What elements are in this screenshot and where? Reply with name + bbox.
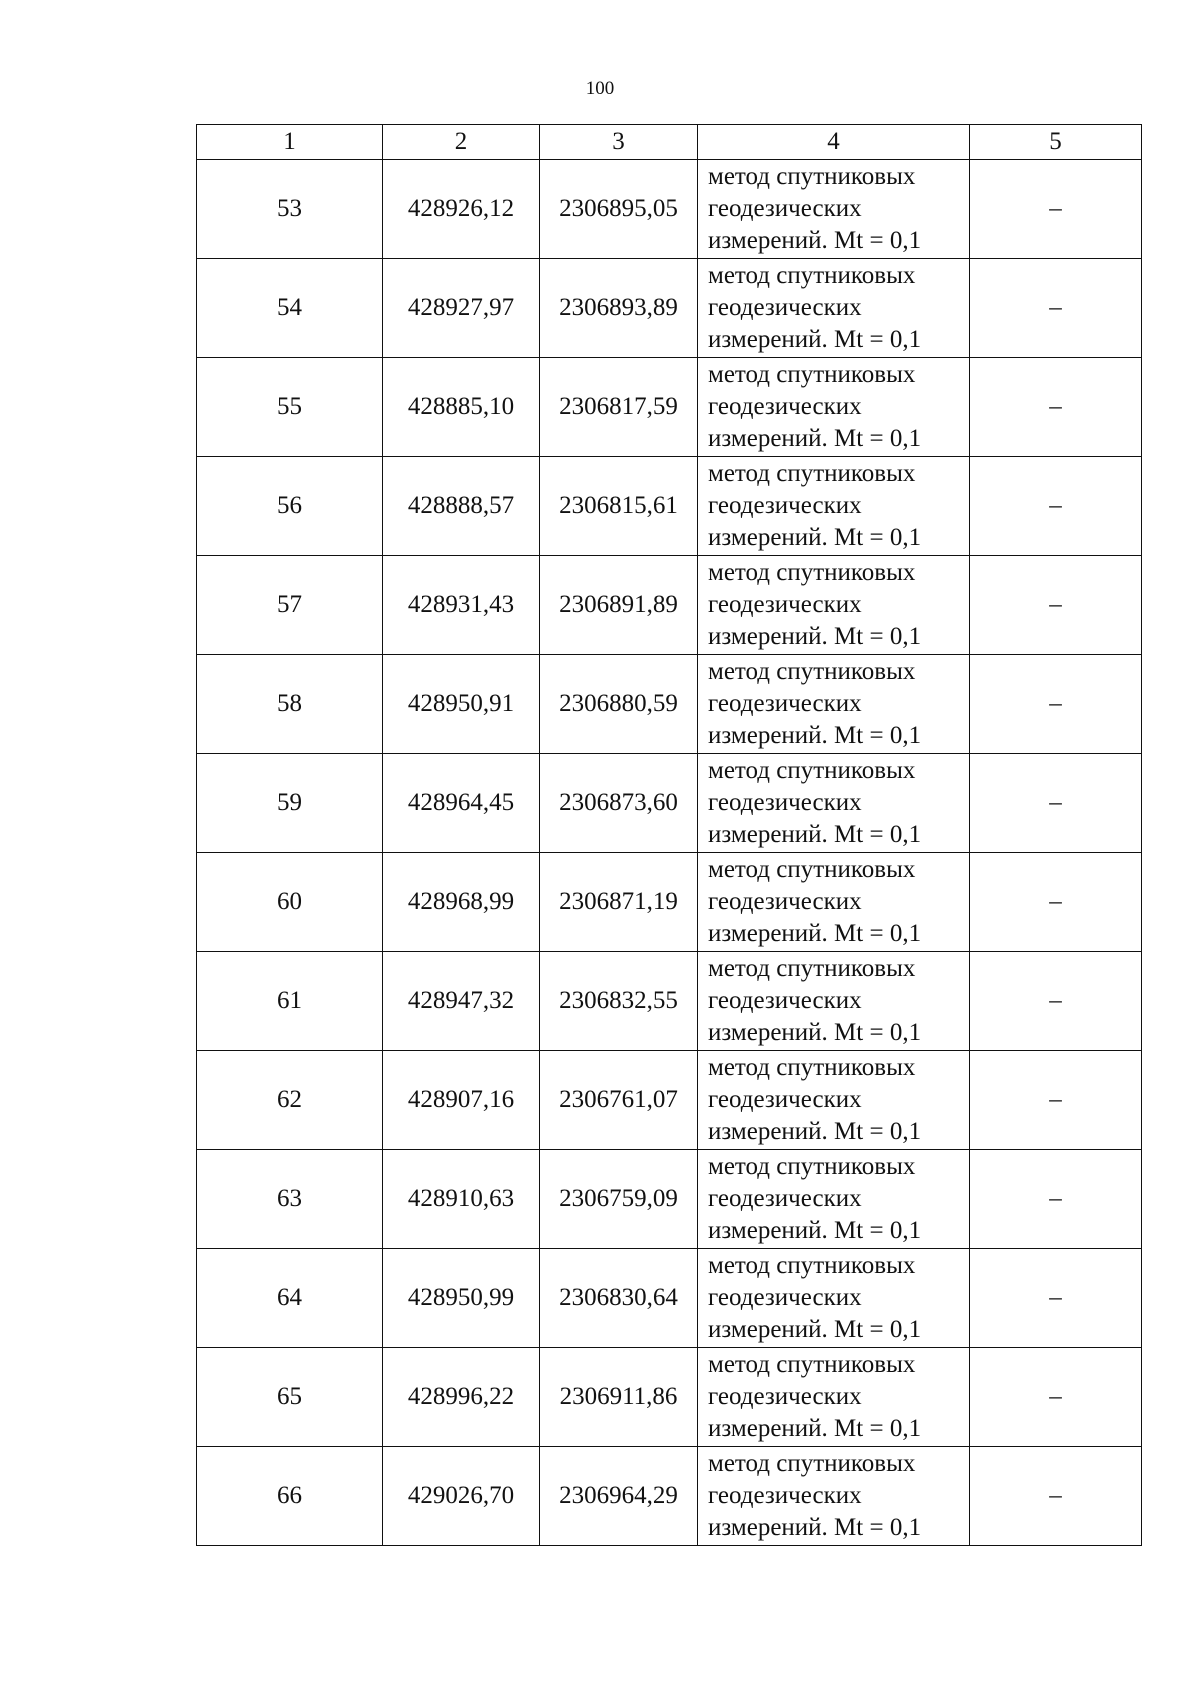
- table-row: [197, 1249, 1142, 1348]
- table-row: [197, 754, 1142, 853]
- method-cell: [698, 358, 970, 457]
- y-coordinate-cell: 2306873,60: [540, 754, 698, 853]
- method-text-line: измерений. Mt = 0,1: [708, 1415, 922, 1442]
- x-coordinate-cell: 428950,91: [383, 655, 540, 754]
- method-text-line: геодезических: [708, 492, 862, 519]
- table-row: [197, 1051, 1142, 1150]
- y-coordinate-cell: 2306817,59: [540, 358, 698, 457]
- y-coordinate-cell: 2306871,19: [540, 853, 698, 952]
- method-text-line: геодезических: [708, 690, 862, 717]
- method-text-line: измерений. Mt = 0,1: [708, 821, 922, 848]
- y-coordinate-cell: 2306761,07: [540, 1051, 698, 1150]
- table-row: [197, 358, 1142, 457]
- column-header-1: 1: [197, 125, 383, 160]
- method-text-line: геодезических: [708, 1482, 862, 1509]
- method-text-line: метод спутниковых: [708, 1252, 916, 1279]
- method-text-line: метод спутниковых: [708, 163, 916, 190]
- table-row: [197, 1348, 1142, 1447]
- method-cell: [698, 1249, 970, 1348]
- method-cell: [698, 1447, 970, 1546]
- point-number-cell: 54: [197, 259, 383, 358]
- method-text-line: метод спутниковых: [708, 1054, 916, 1081]
- point-number-cell: 63: [197, 1150, 383, 1249]
- method-text-line: метод спутниковых: [708, 1351, 916, 1378]
- point-number-cell: 55: [197, 358, 383, 457]
- method-text-line: геодезических: [708, 393, 862, 420]
- y-coordinate-cell: 2306895,05: [540, 160, 698, 259]
- note-cell: –: [970, 556, 1142, 655]
- y-coordinate-cell: 2306911,86: [540, 1348, 698, 1447]
- coordinates-table: [196, 124, 1142, 1546]
- table-row: [197, 655, 1142, 754]
- method-text-line: метод спутниковых: [708, 559, 916, 586]
- method-text-line: метод спутниковых: [708, 658, 916, 685]
- table-row: [197, 160, 1142, 259]
- table-row: [197, 853, 1142, 952]
- method-cell: [698, 655, 970, 754]
- y-coordinate-cell: 2306830,64: [540, 1249, 698, 1348]
- point-number-cell: 60: [197, 853, 383, 952]
- method-text-line: геодезических: [708, 1086, 862, 1113]
- table-row: [197, 1150, 1142, 1249]
- method-text-line: метод спутниковых: [708, 361, 916, 388]
- column-header-2: 2: [383, 125, 540, 160]
- point-number-cell: 61: [197, 952, 383, 1051]
- note-cell: –: [970, 1249, 1142, 1348]
- table-body: [197, 160, 1142, 1546]
- point-number-cell: 64: [197, 1249, 383, 1348]
- point-number-cell: 56: [197, 457, 383, 556]
- point-number-cell: 62: [197, 1051, 383, 1150]
- method-cell: [698, 457, 970, 556]
- note-cell: –: [970, 853, 1142, 952]
- method-text-line: измерений. Mt = 0,1: [708, 326, 922, 353]
- method-text-line: метод спутниковых: [708, 757, 916, 784]
- table-row: [197, 259, 1142, 358]
- note-cell: –: [970, 1051, 1142, 1150]
- method-text-line: метод спутниковых: [708, 262, 916, 289]
- method-text-line: метод спутниковых: [708, 856, 916, 883]
- note-cell: –: [970, 655, 1142, 754]
- method-text-line: измерений. Mt = 0,1: [708, 425, 922, 452]
- method-text-line: измерений. Mt = 0,1: [708, 1316, 922, 1343]
- y-coordinate-cell: 2306880,59: [540, 655, 698, 754]
- method-text-line: геодезических: [708, 1185, 862, 1212]
- method-text-line: измерений. Mt = 0,1: [708, 920, 922, 947]
- column-header-5: 5: [970, 125, 1142, 160]
- method-text-line: геодезических: [708, 591, 862, 618]
- method-cell: [698, 952, 970, 1051]
- method-cell: [698, 853, 970, 952]
- x-coordinate-cell: 428910,63: [383, 1150, 540, 1249]
- note-cell: –: [970, 1150, 1142, 1249]
- y-coordinate-cell: 2306759,09: [540, 1150, 698, 1249]
- point-number-cell: 59: [197, 754, 383, 853]
- x-coordinate-cell: 428950,99: [383, 1249, 540, 1348]
- method-cell: [698, 754, 970, 853]
- x-coordinate-cell: 428926,12: [383, 160, 540, 259]
- method-text-line: измерений. Mt = 0,1: [708, 1514, 922, 1541]
- point-number-cell: 66: [197, 1447, 383, 1546]
- x-coordinate-cell: 428927,97: [383, 259, 540, 358]
- x-coordinate-cell: 428885,10: [383, 358, 540, 457]
- method-text-line: измерений. Mt = 0,1: [708, 1019, 922, 1046]
- method-cell: [698, 1051, 970, 1150]
- y-coordinate-cell: 2306815,61: [540, 457, 698, 556]
- table-header-row: [197, 125, 1142, 160]
- column-header-3: 3: [540, 125, 698, 160]
- method-text-line: геодезических: [708, 987, 862, 1014]
- method-text-line: геодезических: [708, 789, 862, 816]
- x-coordinate-cell: 428947,32: [383, 952, 540, 1051]
- y-coordinate-cell: 2306893,89: [540, 259, 698, 358]
- method-text-line: геодезических: [708, 1284, 862, 1311]
- method-text-line: метод спутниковых: [708, 460, 916, 487]
- table-row: [197, 952, 1142, 1051]
- method-text-line: геодезических: [708, 195, 862, 222]
- x-coordinate-cell: 429026,70: [383, 1447, 540, 1546]
- y-coordinate-cell: 2306832,55: [540, 952, 698, 1051]
- table-row: [197, 556, 1142, 655]
- note-cell: –: [970, 1447, 1142, 1546]
- x-coordinate-cell: 428964,45: [383, 754, 540, 853]
- method-text-line: измерений. Mt = 0,1: [708, 524, 922, 551]
- method-text-line: измерений. Mt = 0,1: [708, 623, 922, 650]
- method-text-line: измерений. Mt = 0,1: [708, 722, 922, 749]
- method-text-line: метод спутниковых: [708, 955, 916, 982]
- method-text-line: измерений. Mt = 0,1: [708, 1217, 922, 1244]
- method-cell: [698, 1150, 970, 1249]
- note-cell: –: [970, 952, 1142, 1051]
- x-coordinate-cell: 428968,99: [383, 853, 540, 952]
- note-cell: –: [970, 160, 1142, 259]
- note-cell: –: [970, 457, 1142, 556]
- note-cell: –: [970, 1348, 1142, 1447]
- page-number: 100: [585, 78, 615, 99]
- x-coordinate-cell: 428907,16: [383, 1051, 540, 1150]
- method-cell: [698, 1348, 970, 1447]
- x-coordinate-cell: 428996,22: [383, 1348, 540, 1447]
- point-number-cell: 53: [197, 160, 383, 259]
- method-cell: [698, 259, 970, 358]
- method-text-line: геодезических: [708, 294, 862, 321]
- point-number-cell: 65: [197, 1348, 383, 1447]
- table-row: [197, 1447, 1142, 1546]
- note-cell: –: [970, 754, 1142, 853]
- method-text-line: метод спутниковых: [708, 1450, 916, 1477]
- point-number-cell: 57: [197, 556, 383, 655]
- table-row: [197, 457, 1142, 556]
- method-cell: [698, 556, 970, 655]
- method-cell: [698, 160, 970, 259]
- method-text-line: измерений. Mt = 0,1: [708, 1118, 922, 1145]
- method-text-line: геодезических: [708, 1383, 862, 1410]
- note-cell: –: [970, 358, 1142, 457]
- method-text-line: метод спутниковых: [708, 1153, 916, 1180]
- method-text-line: измерений. Mt = 0,1: [708, 227, 922, 254]
- y-coordinate-cell: 2306891,89: [540, 556, 698, 655]
- point-number-cell: 58: [197, 655, 383, 754]
- note-cell: –: [970, 259, 1142, 358]
- method-text-line: геодезических: [708, 888, 862, 915]
- column-header-4: 4: [698, 125, 970, 160]
- x-coordinate-cell: 428931,43: [383, 556, 540, 655]
- x-coordinate-cell: 428888,57: [383, 457, 540, 556]
- y-coordinate-cell: 2306964,29: [540, 1447, 698, 1546]
